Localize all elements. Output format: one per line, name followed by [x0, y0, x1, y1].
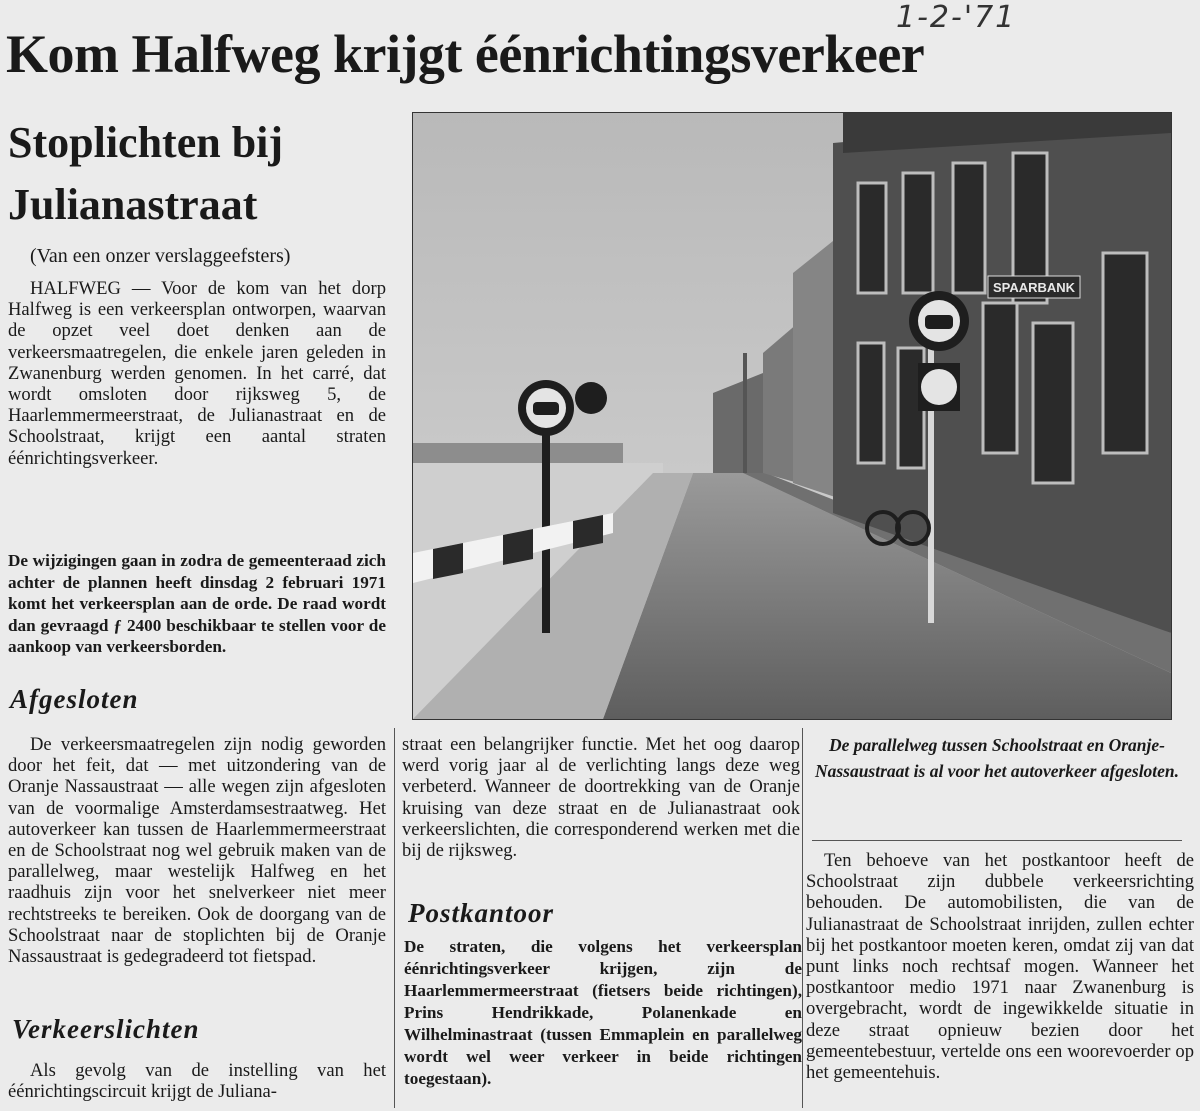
- section-text-verkeerslichten: Als gevolg van de instelling van het éénrichtingscircuit krijgt de Juliana-: [8, 1060, 386, 1103]
- street-photo-illustration: [413, 113, 1171, 719]
- spaarbank-sign: SPAARBANK: [992, 280, 1076, 295]
- subheadline: Stoplichten bij Julianastraat: [8, 118, 284, 229]
- column3-text: Ten behoeve van het postkantoor heeft de Schoolstraat zijn dubbele verkeersrichting behouden. De automobilisten, die van de Julianastraat de Schoolstraat inrijden, zullen echter bij het postkantoor moeten keren, omdat zij van dat punt links noch rechtsaf mogen. Wanneer het postkantoor medio 1971 naar Zwanenburg is overgebracht, wordt de ingewikkelde situatie in deze straat opnieuw bezien door het gemeentebestuur, vertelde ons een woorevoerder op het gemeentehuis.: [806, 850, 1194, 1084]
- street-photo: [412, 112, 1172, 720]
- byline: (Van een onzer verslaggeefsters): [30, 245, 291, 267]
- section-text-postkantoor: De straten, die volgens het verkeersplan éénrichtingsverkeer krijgen, zijn de Haarlemmermeerstraat (fietsers beide richtingen), Prins Hendrikkade, Polanenkade en Wilhelminastraat (tussen Emmaplein en parallelweg wordt wel weer verkeer in beide richtingen toegestaan).: [404, 937, 802, 1088]
- photo-caption: De parallelweg tussen Schoolstraat en Oranje-Nassaustraat is al voor het autoverkeer afgesloten.: [814, 735, 1180, 781]
- column2-text: straat een belangrijker functie. Met het oog daarop werd vorig jaar al de verlichting langs deze weg verbeterd. Wanneer de doortrekking van de Oranje kruising van deze straat en de Julianastraat ook verkeerslichten, die corresponderend werken met die bij de rijksweg.: [402, 734, 800, 862]
- handwritten-date: 1-2-'71: [896, 0, 1017, 35]
- section-text-afgesloten: De verkeersmaatregelen zijn nodig geworden door het feit, dat — met uitzondering van de Oranje Nassaustraat — alle wegen zijn afgesloten van de voormalige Amsterdamsestraatweg. Het autoverkeer kan tussen de Haarlemmermeerstraat en de Schoolstraat nog wel gebruik maken van de parallelweg, maar westelijk Halfweg en het raadhuis zijn voor het snelverkeer niet meer rechtstreeks te bereiken. Ook de doorgang van de Schoolstraat naar de stoplichten bij de Oranje Nassaustraat is gedegradeerd tot fietspad.: [8, 734, 386, 968]
- caption-rule: [812, 840, 1182, 841]
- section-heading-afgesloten: Afgesloten: [10, 684, 139, 714]
- column-rule: [802, 728, 803, 1108]
- section-heading-verkeerslichten: Verkeerslichten: [12, 1014, 200, 1044]
- section-heading-postkantoor: Postkantoor: [408, 898, 555, 928]
- bold-paragraph: De wijzigingen gaan in zodra de gemeenteraad zich achter de plannen heeft dinsdag 2 februari 1971 komt het verkeersplan aan de orde. De raad wordt dan gevraagd ƒ 2400 beschikbaar te stellen voor de aankoop van verkeersborden.: [8, 551, 386, 656]
- column-rule: [394, 728, 395, 1108]
- lead-paragraph: HALFWEG — Voor de kom van het dorp Halfweg is een verkeersplan ontworpen, waarvan de opzet veel doet denken aan de verkeersmaatregelen, die enkele jaren geleden in Zwanenburg werden genomen. In het carré, dat wordt omsloten door rijksweg 5, de Haarlemmermeerstraat, de Julianastraat en de Schoolstraat, krijgt een aantal straten éénrichtingsverkeer.: [8, 278, 386, 469]
- headline: Kom Halfweg krijgt éénrichtingsverkeer: [6, 24, 925, 84]
